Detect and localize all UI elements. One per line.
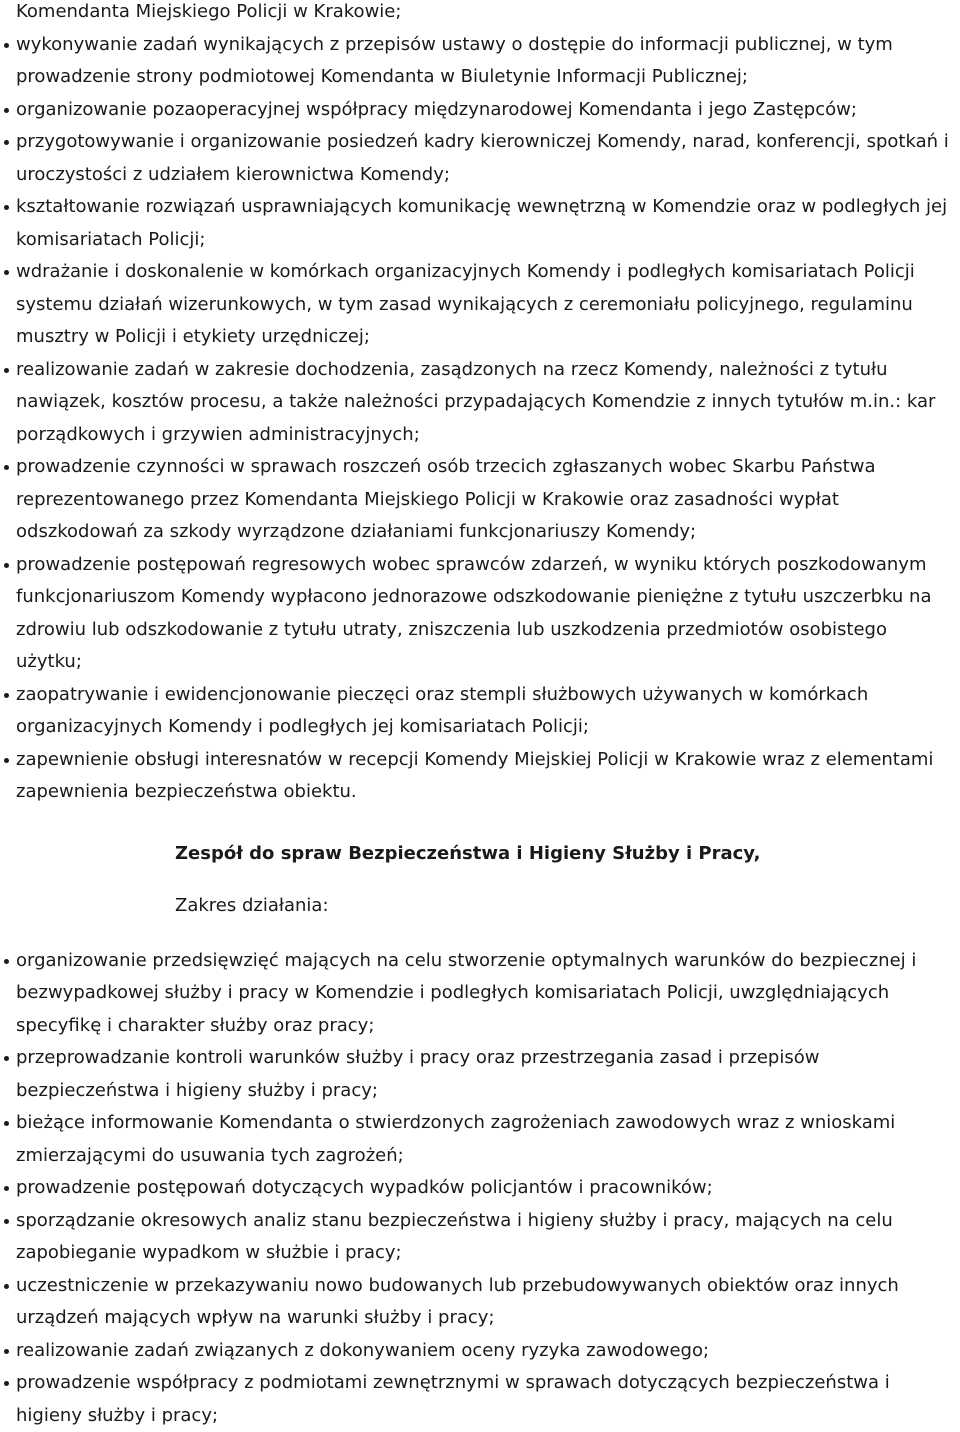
list-item: realizowanie zadań w zakresie dochodzenia, zasądzonych na rzecz Komendy, należności z tytułu nawiązek, kosztów procesu, a także należności przypadających Komendzie z innych tytułów m.in.: kar porządkowych i grzywien administracyjnych; <box>16 354 956 452</box>
list-item: prowadzenie postępowań regresowych wobec sprawców zdarzeń, w wyniku których poszkodowanym funkcjonariuszom Komendy wypłacono jednorazowe odszkodowanie pieniężne z tytułu uszczerbku na zdrowiu lub odszkodowanie z tytułu utraty, zniszczenia lub uszkodzenia przedmiotów osobistego użytku; <box>16 549 956 679</box>
duties-list-2 <box>16 945 956 1432</box>
section-heading: Zespół do spraw Bezpieczeństwa i Higieny Służby i Pracy, <box>16 838 956 871</box>
list-item: realizowanie zadań związanych z dokonywaniem oceny ryzyka zawodowego; <box>16 1335 956 1368</box>
list-item: prowadzenie postępowań dotyczących wypadków policjantów i pracowników; <box>16 1172 956 1205</box>
list-item: wykonywanie zadań wynikających z przepisów ustawy o dostępie do informacji publicznej, w tym prowadzenie strony podmiotowej Komendanta w Biuletynie Informacji Publicznej; <box>16 29 956 94</box>
duties-list-1 <box>16 29 956 809</box>
intro-line: Komendanta Miejskiego Policji w Krakowie; <box>16 0 956 29</box>
list-item: zapewnienie obsługi interesnatów w recepcji Komendy Miejskiej Policji w Krakowie wraz z elementami zapewnienia bezpieczeństwa obiektu. <box>16 744 956 809</box>
list-item: sporządzanie okresowych analiz stanu bezpieczeństwa i higieny służby i pracy, mających na celu zapobieganie wypadkom w służbie i pracy; <box>16 1205 956 1270</box>
list-item: bieżące informowanie Komendanta o stwierdzonych zagrożeniach zawodowych wraz z wnioskami zmierzającymi do usuwania tych zagrożeń; <box>16 1107 956 1172</box>
list-item: organizowanie pozaoperacyjnej współpracy międzynarodowej Komendanta i jego Zastępców; <box>16 94 956 127</box>
document-page <box>16 0 956 1432</box>
list-item: prowadzenie współpracy z podmiotami zewnętrznymi w sprawach dotyczących bezpieczeństwa i higieny służby i pracy; <box>16 1367 956 1432</box>
list-item: zaopatrywanie i ewidencjonowanie pieczęci oraz stempli służbowych używanych w komórkach organizacyjnych Komendy i podległych jej komisariatach Policji; <box>16 679 956 744</box>
list-item: organizowanie przedsięwzięć mających na celu stworzenie optymalnych warunków do bezpiecznej i bezwypadkowej służby i pracy w Komendzie i podległych komisariatach Policji, uwzględniających specyfikę i charakter służby oraz pracy; <box>16 945 956 1043</box>
list-item: przygotowywanie i organizowanie posiedzeń kadry kierowniczej Komendy, narad, konferencji, spotkań i uroczystości z udziałem kierownictwa Komendy; <box>16 126 956 191</box>
list-item: uczestniczenie w przekazywaniu nowo budowanych lub przebudowywanych obiektów oraz innych urządzeń mających wpływ na warunki służby i pracy; <box>16 1270 956 1335</box>
list-item: wdrażanie i doskonalenie w komórkach organizacyjnych Komendy i podległych komisariatach Policji systemu działań wizerunkowych, w tym zasad wynikających z ceremoniału policyjnego, regulaminu musztry w Policji i etykiety urzędniczej; <box>16 256 956 354</box>
section-subheading: Zakres działania: <box>16 890 956 923</box>
list-item: prowadzenie czynności w sprawach roszczeń osób trzecich zgłaszanych wobec Skarbu Państwa reprezentowanego przez Komendanta Miejskiego Policji w Krakowie oraz zasadności wypłat odszkodowań za szkody wyrządzone działaniami funkcjonariuszy Komendy; <box>16 451 956 549</box>
list-item: kształtowanie rozwiązań usprawniających komunikację wewnętrzną w Komendzie oraz w podległych jej komisariatach Policji; <box>16 191 956 256</box>
list-item: przeprowadzanie kontroli warunków służby i pracy oraz przestrzegania zasad i przepisów bezpieczeństwa i higieny służby i pracy; <box>16 1042 956 1107</box>
